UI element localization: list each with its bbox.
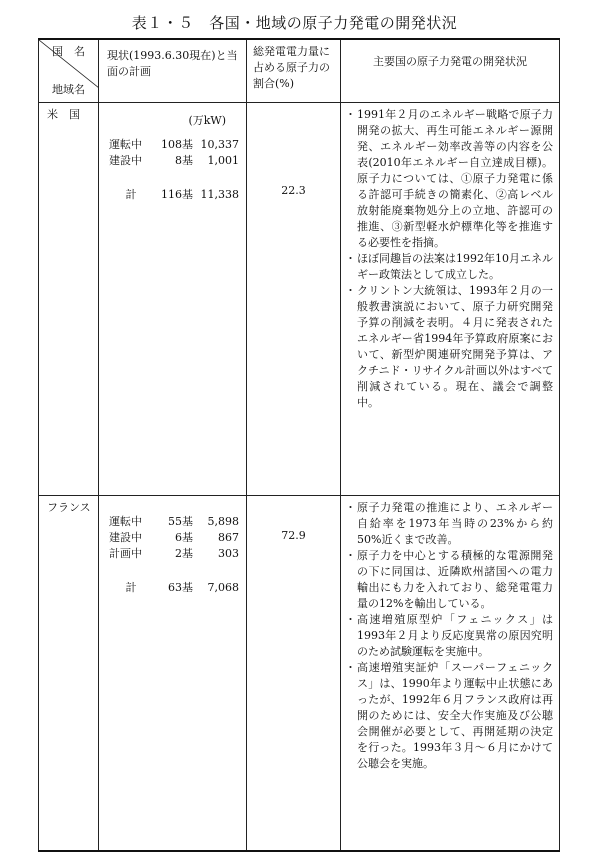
header-share: 総発電電力量に占める原子力の割合(%) [247, 39, 341, 103]
note-item: ・ 高速増殖実証炉「スーパーフェニックス」は、1990年より運転中止状態にあったが、1992年６月フランス政府は再開のためには、安全大作実施及び公聴会開催が必要として、再開延期の決定を行った。1993年３月～６月にかけて公聴会を実施。 [345, 660, 553, 772]
share-cell [247, 496, 341, 852]
country-name: 米 国 [39, 103, 99, 496]
nuclear-development-table [38, 38, 560, 852]
note-item: ・ 原子力を中心とする積極的な電源開発の下に同国は、近隣欧州諸国への電力輸出にも力を入れており、総発電電力量の12%を輸出している。 [345, 548, 553, 612]
header-notes: 主要国の原子力発電の開発状況 [341, 39, 560, 103]
status-label: 建設中 [109, 531, 142, 544]
table-row [39, 496, 560, 852]
header-country-label: 国 名 [52, 45, 85, 58]
total-value: 7,068 [207, 581, 239, 594]
unit-label: (万kW) [188, 114, 226, 127]
share-cell [247, 103, 341, 496]
header-status: 現状(1993.6.30現在)と当面の計画 [99, 39, 247, 103]
note-item: ・ 原子力発電の推進により、エネルギー自給率を1973年当時の23%から約50%近くまで改善。 [345, 500, 553, 548]
status-row [109, 530, 240, 546]
country-name: フランス [39, 496, 99, 852]
status-value: 10,337 [200, 138, 239, 151]
note-item: ・ クリントン大統領は、1993年２月の一般教書演説において、原子力研究開発予算の削減を表明。４月に発表されたエネルギー省1994年予算政府原案において、新型炉関連研究開発予算は、アクチニド・リサイクル計画以外はすべて削減されている。現在、議会で調整中。 [345, 283, 553, 411]
status-count: 6基 [175, 531, 193, 544]
status-value: 867 [218, 531, 239, 544]
status-value: 5,898 [207, 515, 239, 528]
status-value: 303 [218, 547, 239, 560]
header-country [39, 39, 99, 103]
total-count: 63基 [168, 581, 193, 594]
share-value: 22.3 [281, 184, 306, 197]
status-label: 建設中 [109, 154, 142, 167]
total-row [109, 580, 240, 596]
table-row [39, 103, 560, 496]
note-item: ・ 高速増殖原型炉「フェニックス」は1993年２月より反応度異常の原因究明のため試験運転を実施中。 [345, 612, 553, 660]
status-count: 2基 [175, 547, 193, 560]
status-count: 55基 [168, 515, 193, 528]
status-row [109, 153, 240, 169]
status-label: 運転中 [109, 138, 142, 151]
status-count: 108基 [161, 138, 193, 151]
status-row [109, 546, 240, 562]
share-value: 72.9 [281, 529, 306, 542]
status-cell [99, 496, 247, 852]
total-count: 116基 [161, 188, 193, 201]
note-item: ・ 1991年２月のエネルギー戦略で原子力開発の拡大、再生可能エネルギー源開発、エネルギー効率改善等の内容を公表(2010年エネルギー自立達成目標)。原子力については、①原子力発電に係る許認可手続きの簡素化、②高レベル放射能廃棄物処分上の立地、許認可の推進、③新型軽水炉標準化等を推進する必要性を指摘。 [345, 107, 553, 251]
status-label: 運転中 [109, 515, 142, 528]
table-title: 表１・５ 各国・地域の原子力発電の開発状況 [131, 14, 458, 32]
status-row [109, 137, 240, 153]
status-row [109, 514, 240, 530]
total-label: 計 [125, 581, 137, 594]
total-value: 11,338 [200, 188, 239, 201]
note-item: ・ ほぼ同趣旨の法案は1992年10月エネルギー政策法として成立した。 [345, 251, 553, 283]
notes-cell [341, 103, 560, 496]
total-label: 計 [125, 188, 137, 201]
notes-cell [341, 496, 560, 852]
header-region-label: 地域名 [52, 83, 85, 96]
total-row [109, 187, 240, 203]
status-value: 1,001 [207, 154, 239, 167]
status-label: 計画中 [109, 547, 142, 560]
status-cell [99, 103, 247, 496]
status-count: 8基 [175, 154, 193, 167]
